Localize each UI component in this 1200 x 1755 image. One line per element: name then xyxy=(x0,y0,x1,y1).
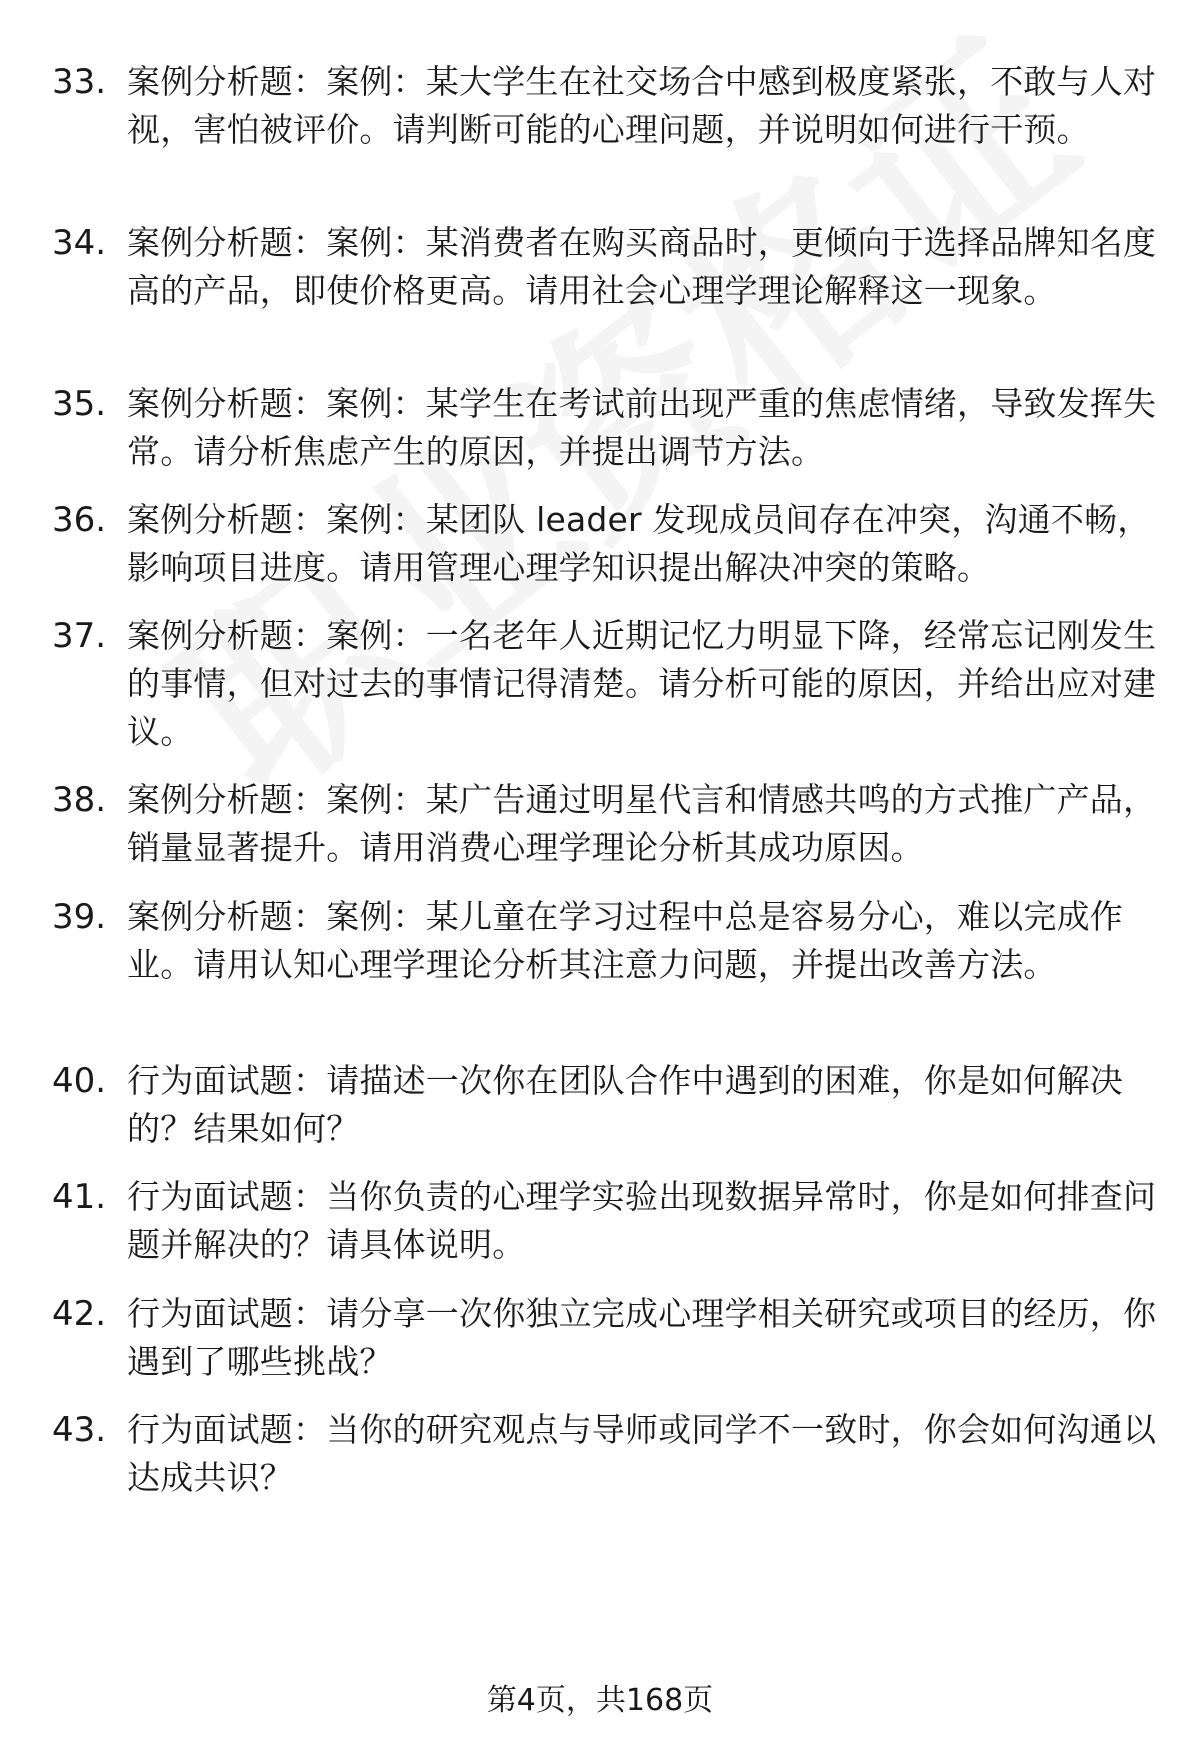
question-number: 42. xyxy=(52,1294,107,1334)
question-number: 37. xyxy=(52,616,107,656)
question-number: 40. xyxy=(52,1061,107,1101)
question-text: 行为面试题：当你负责的心理学实验出现数据异常时，你是如何排查问题并解决的？请具体说明。 xyxy=(127,1177,1157,1264)
question-text: 行为面试题：请描述一次你在团队合作中遇到的困难，你是如何解决的？结果如何？ xyxy=(127,1061,1123,1148)
question-number: 41. xyxy=(52,1177,107,1217)
question-number: 39. xyxy=(52,897,107,937)
question-number: 43. xyxy=(52,1410,107,1450)
question-number: 34. xyxy=(52,223,107,263)
question-text: 案例分析题：案例：某大学生在社交场合中感到极度紧张，不敢与人对视，害怕被评价。请判断可能的心理问题，并说明如何进行干预。 xyxy=(127,62,1157,149)
question-text: 案例分析题：案例：某学生在考试前出现严重的焦虑情绪，导致发挥失常。请分析焦虑产生的原因，并提出调节方法。 xyxy=(127,384,1157,471)
question-text: 案例分析题：案例：某儿童在学习过程中总是容易分心，难以完成作业。请用认知心理学理论分析其注意力问题，并提出改善方法。 xyxy=(127,897,1123,984)
question-text: 案例分析题：案例：一名老年人近期记忆力明显下降，经常忘记刚发生的事情，但对过去的事情记得清楚。请分析可能的原因，并给出应对建议。 xyxy=(127,616,1157,751)
question-number: 36. xyxy=(52,500,107,540)
question-number: 35. xyxy=(52,384,107,424)
question-text: 行为面试题：请分享一次你独立完成心理学相关研究或项目的经历，你遇到了哪些挑战？ xyxy=(127,1294,1157,1381)
page-footer: 第4页，共168页 xyxy=(486,1683,714,1718)
question-text: 行为面试题：当你的研究观点与导师或同学不一致时，你会如何沟通以达成共识？ xyxy=(127,1410,1157,1497)
question-text: 案例分析题：案例：某广告通过明星代言和情感共鸣的方式推广产品，销量显著提升。请用消费心理学理论分析其成功原因。 xyxy=(127,780,1157,867)
question-text: 案例分析题：案例：某团队 leader 发现成员间存在冲突，沟通不畅，影响项目进度。请用管理心理学知识提出解决冲突的策略。 xyxy=(127,500,1151,587)
question-number: 33. xyxy=(52,62,107,102)
question-text: 案例分析题：案例：某消费者在购买商品时，更倾向于选择品牌知名度高的产品，即使价格更高。请用社会心理学理论解释这一现象。 xyxy=(127,223,1157,310)
question-number: 38. xyxy=(52,780,107,820)
